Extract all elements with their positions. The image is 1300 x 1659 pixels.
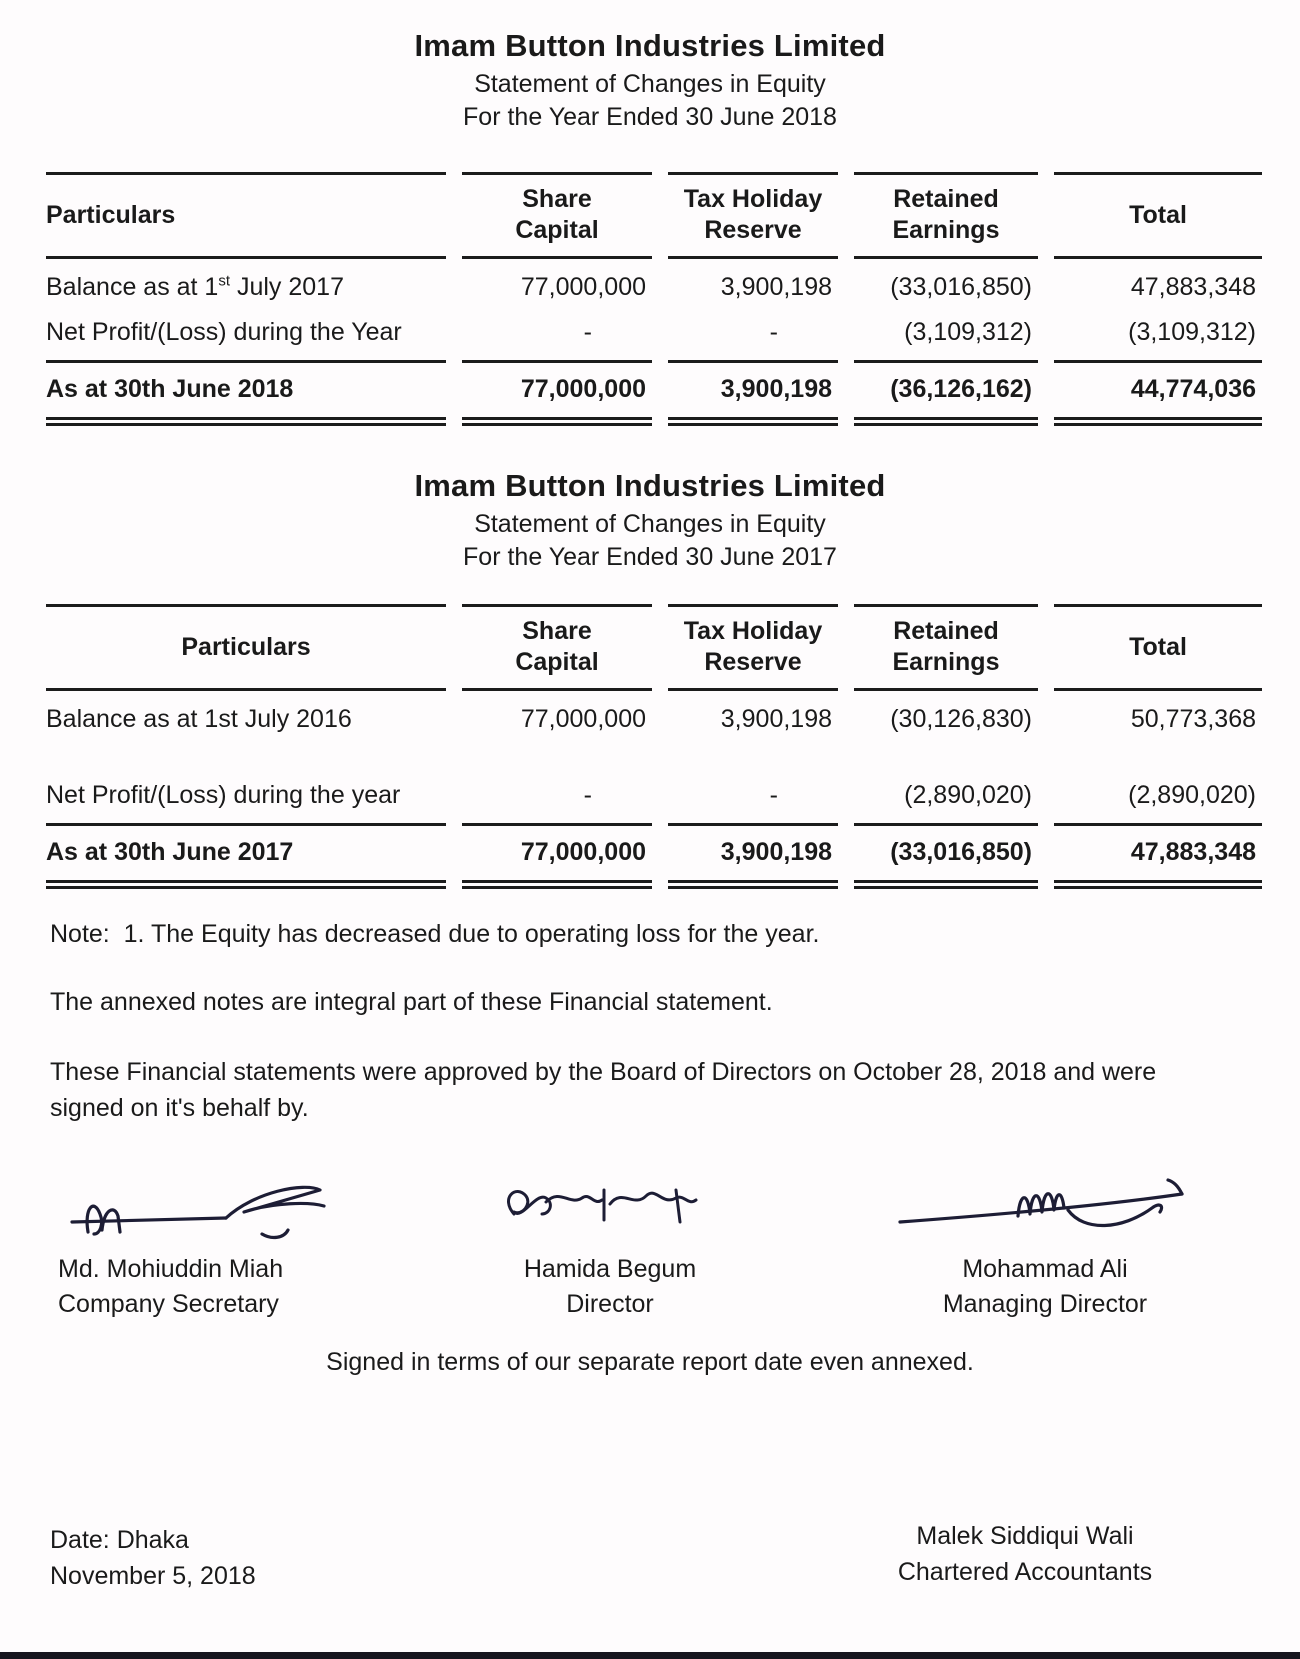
statement-title-2017: Statement of Changes in Equity	[474, 510, 826, 538]
col-header-share-capital	[462, 172, 652, 259]
row-label: As at 30th June 2018	[46, 363, 446, 426]
col-header-line: Share	[522, 617, 592, 645]
value-total: 47,883,348	[1130, 273, 1256, 301]
value-retained-earnings: (36,126,162)	[854, 363, 1038, 426]
value-retained-earnings: (33,016,850)	[890, 273, 1032, 301]
note-board-approval-line2: signed on it's behalf by.	[50, 1094, 309, 1122]
col-header-line: Reserve	[704, 648, 802, 676]
auditor-title: Chartered Accountants	[897, 1558, 1153, 1586]
company-name-2018: Imam Button Industries Limited	[414, 28, 886, 63]
scan-edge-artifact	[0, 1652, 1300, 1659]
signatory-role: Company Secretary	[58, 1290, 279, 1318]
note-equity-decrease: Note: 1. The Equity has decreased due to operating loss for the year.	[50, 920, 820, 948]
statement-title-2018: Statement of Changes in Equity	[474, 70, 826, 98]
note-annexed: The annexed notes are integral part of these Financial statement.	[50, 988, 773, 1016]
value-tax-holiday: 3,900,198	[668, 826, 838, 889]
col-header-line: Reserve	[704, 216, 802, 244]
ordinal-superscript: st	[218, 272, 231, 290]
value-total: (3,109,312)	[1054, 311, 1262, 363]
equity-table-2018	[46, 172, 1262, 426]
col-header-tax-holiday	[668, 604, 838, 691]
row-label: Net Profit/(Loss) during the year	[46, 774, 446, 826]
value-share-capital: 77,000,000	[520, 273, 646, 301]
signatory-managing-director	[890, 1158, 1200, 1319]
value-retained-earnings: (30,126,830)	[890, 705, 1032, 733]
statement-period-2018: For the Year Ended 30 June 2018	[463, 103, 837, 131]
signature-md-mohiuddin-miah	[58, 1158, 348, 1254]
signatory-name: Mohammad Ali	[962, 1255, 1128, 1283]
value-share-capital: 77,000,000	[520, 705, 646, 733]
note-board-approval	[50, 1054, 1255, 1126]
date-block	[50, 1522, 256, 1594]
row-label-text: Balance as at 1	[46, 273, 219, 301]
col-header-line: Retained	[893, 185, 999, 213]
signatory-role: Managing Director	[942, 1290, 1148, 1318]
col-header-tax-holiday	[668, 172, 838, 259]
value-tax-holiday: 3,900,198	[720, 705, 832, 733]
value-tax-holiday: -	[668, 311, 838, 363]
value-retained-earnings: (3,109,312)	[854, 311, 1038, 363]
statement-header-2018	[0, 28, 1300, 132]
auditor-signing-note: Signed in terms of our separate report date even annexed.	[326, 1348, 974, 1376]
signature-mohammad-ali	[890, 1158, 1190, 1254]
signature-hamida-begum	[470, 1158, 720, 1254]
col-header-retained-earnings	[854, 172, 1038, 259]
signatory-company-secretary	[58, 1158, 358, 1319]
value-total: 44,774,036	[1054, 363, 1262, 426]
col-header-retained-earnings	[854, 604, 1038, 691]
row-label: As at 30th June 2017	[46, 826, 446, 889]
col-header-total: Total	[1054, 172, 1262, 259]
signatory-director	[470, 1158, 750, 1319]
row-label: Balance as at 1st July 2016	[46, 705, 352, 733]
note-board-approval-line1: These Financial statements were approved by the Board of Directors on October 28, 2018 and were	[50, 1058, 1157, 1086]
date-value: November 5, 2018	[50, 1562, 256, 1590]
col-header-particulars: Particulars	[46, 172, 446, 259]
company-name-2017: Imam Button Industries Limited	[414, 468, 886, 503]
value-total: 50,773,368	[1130, 705, 1256, 733]
row-label-text: July 2017	[230, 273, 344, 301]
value-total: (2,890,020)	[1054, 774, 1262, 826]
equity-table-2017	[46, 604, 1262, 889]
date-place: Date: Dhaka	[50, 1526, 189, 1554]
value-retained-earnings: (2,890,020)	[854, 774, 1038, 826]
col-header-line: Tax Holiday	[683, 185, 823, 213]
row-label	[46, 259, 446, 311]
signatory-role: Director	[566, 1290, 654, 1318]
value-total: 47,883,348	[1054, 826, 1262, 889]
statement-header-2017	[0, 468, 1300, 572]
auditor-block	[858, 1518, 1192, 1590]
value-tax-holiday: -	[668, 774, 838, 826]
col-header-total: Total	[1054, 604, 1262, 691]
value-share-capital: 77,000,000	[462, 363, 652, 426]
col-header-share-capital	[462, 604, 652, 691]
col-header-line: Retained	[893, 617, 999, 645]
row-label: Net Profit/(Loss) during the Year	[46, 311, 446, 363]
signatory-name: Hamida Begum	[523, 1255, 697, 1283]
value-share-capital: -	[462, 774, 652, 826]
value-share-capital: -	[462, 311, 652, 363]
col-header-line: Capital	[515, 216, 599, 244]
col-header-line: Tax Holiday	[683, 617, 823, 645]
col-header-particulars: Particulars	[46, 604, 446, 691]
col-header-line: Share	[522, 185, 592, 213]
col-header-line: Earnings	[892, 216, 1000, 244]
value-tax-holiday: 3,900,198	[720, 273, 832, 301]
value-retained-earnings: (33,016,850)	[854, 826, 1038, 889]
signatory-name: Md. Mohiuddin Miah	[58, 1255, 284, 1283]
col-header-line: Capital	[515, 648, 599, 676]
col-header-line: Earnings	[892, 648, 1000, 676]
auditor-name: Malek Siddiqui Wali	[916, 1522, 1134, 1550]
value-tax-holiday: 3,900,198	[668, 363, 838, 426]
value-share-capital: 77,000,000	[462, 826, 652, 889]
statement-period-2017: For the Year Ended 30 June 2017	[463, 543, 837, 571]
